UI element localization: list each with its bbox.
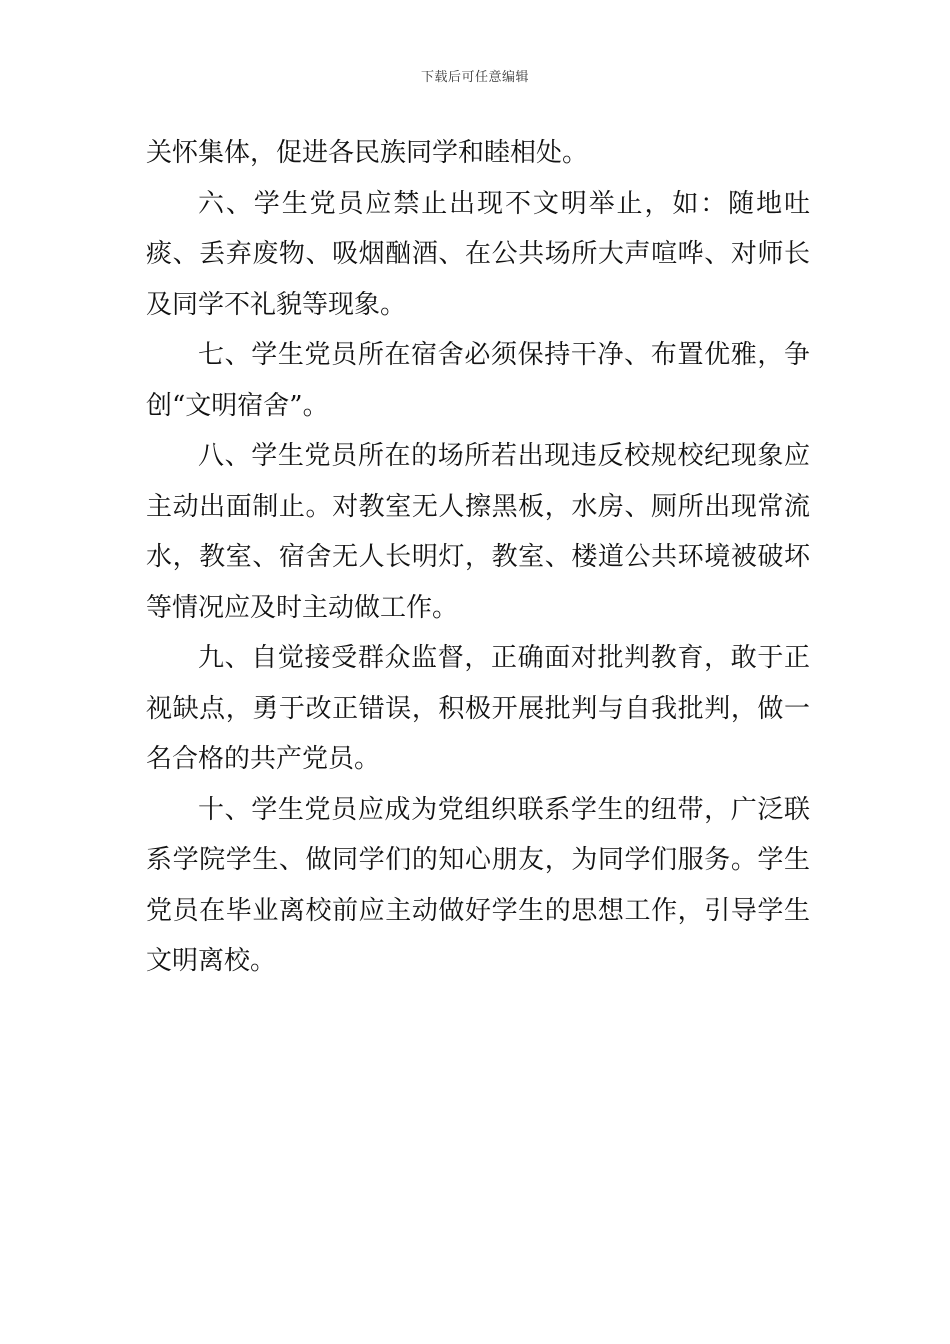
paragraph-item-9: 九、自觉接受群众监督，正确面对批判教育，敢于正视缺点，勇于改正错误，积极开展批判与自我批判，做一名合格的共产党员。: [146, 643, 810, 774]
page-header: 下载后可任意编辑: [420, 70, 529, 85]
paragraph-continuation: 关怀集体，促进各民族同学和睦相处。: [146, 138, 589, 168]
paragraph-item-6: 六、学生党员应禁止出现不文明举止，如：随地吐痰、丢弃废物、吸烟酗酒、在公共场所大声喧哗、对师长及同学不礼貌等现象。: [146, 188, 810, 320]
document-body: [146, 128, 810, 987]
paragraph-item-8: 八、学生党员所在的场所若出现违反校规校纪现象应主动出面制止。对教室无人擦黑板，水房、厕所出现常流水，教室、宿舍无人长明灯，教室、楼道公共环境被破坏等情况应及时主动做工作。: [146, 441, 810, 623]
paragraph-item-7: 七、学生党员所在宿舍必须保持干净、布置优雅，争创“文明宿舍”。: [146, 340, 810, 421]
paragraph-item-10: 十、学生党员应成为党组织联系学生的纽带，广泛联系学院学生、做同学们的知心朋友，为同学们服务。学生党员在毕业离校前应主动做好学生的思想工作，引导学生文明离校。: [146, 794, 810, 976]
